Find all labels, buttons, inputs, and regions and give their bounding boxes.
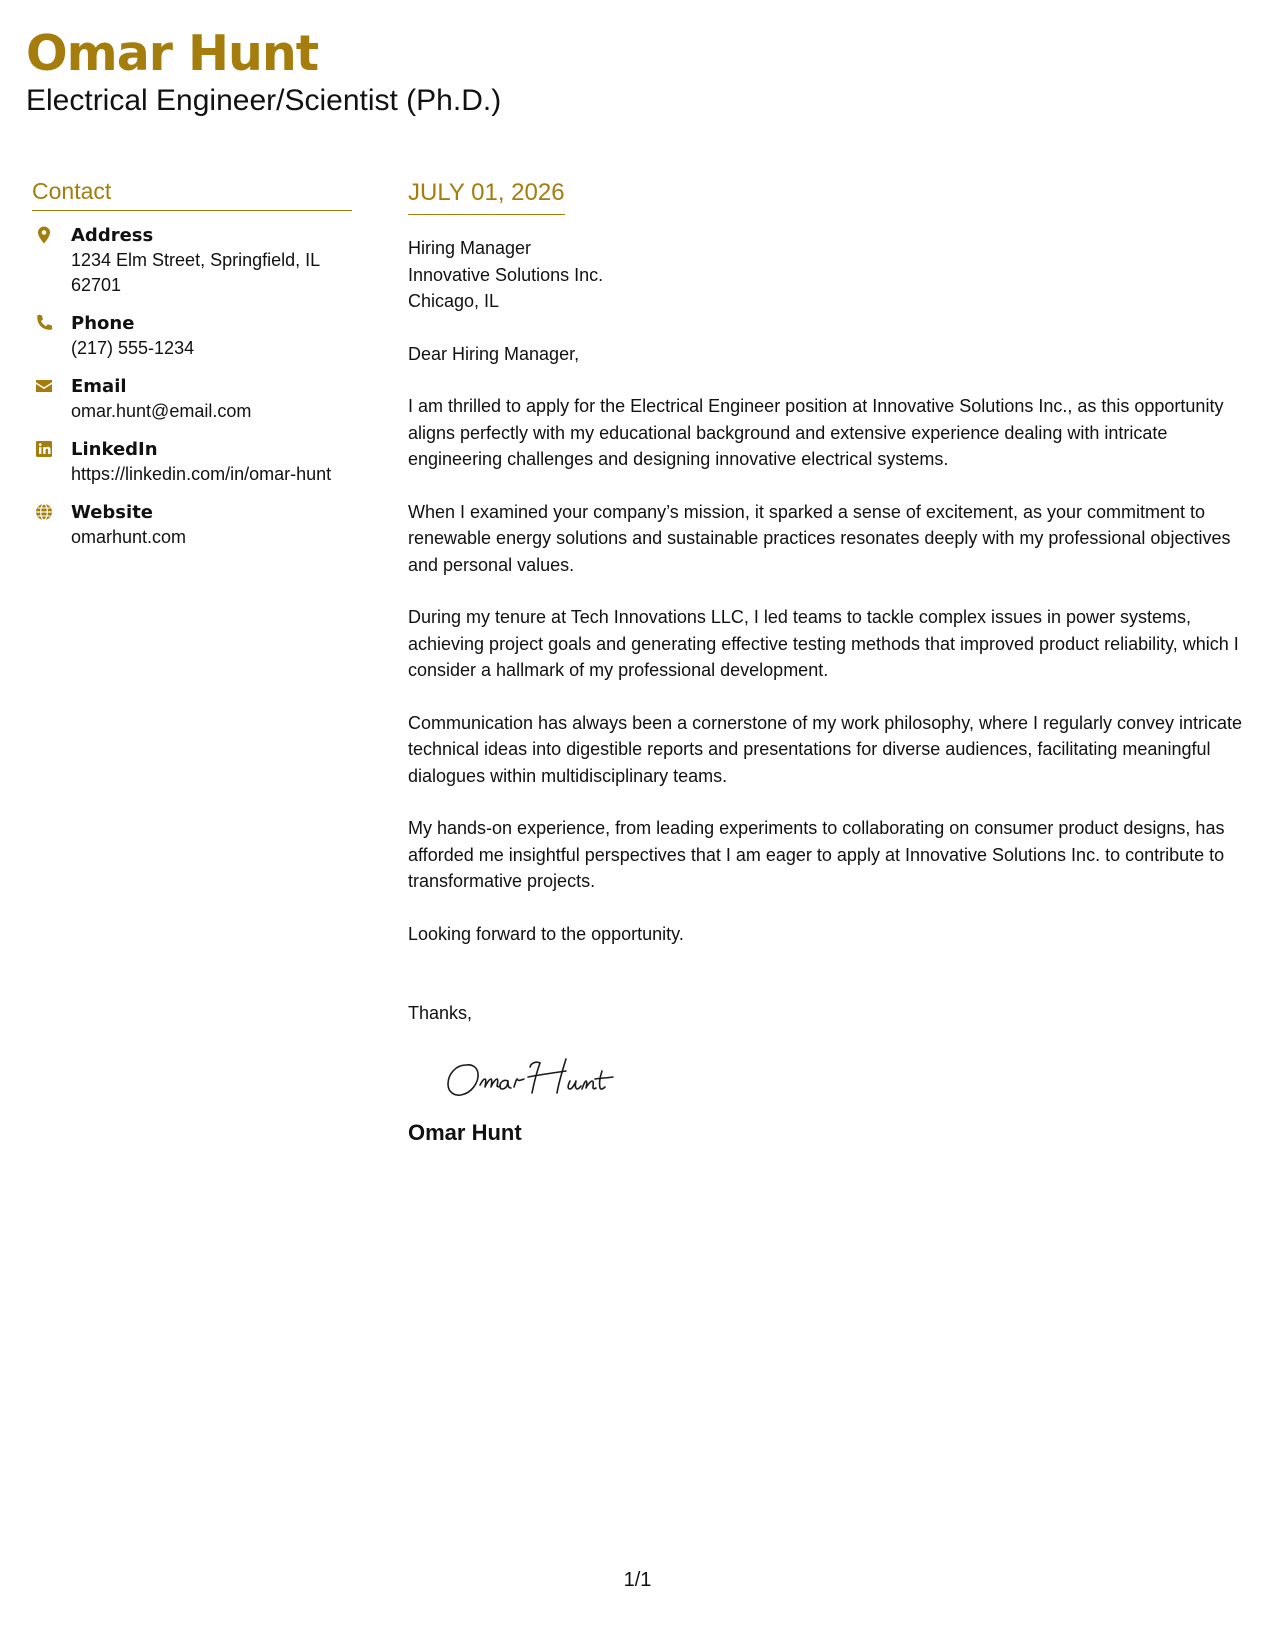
phone-value: (217) 555-1234 <box>71 338 195 358</box>
contact-label: Address <box>71 225 154 246</box>
contact-item-email <box>32 374 352 424</box>
address-value: 1234 Elm Street, Springfield, IL 62701 <box>71 250 320 295</box>
signoff: Thanks, <box>408 1003 473 1023</box>
linkedin-icon <box>34 439 54 459</box>
envelope-icon <box>34 376 54 396</box>
contact-heading: Contact <box>32 176 352 211</box>
recipient-line: Chicago, IL <box>408 291 500 311</box>
contact-item-website <box>32 500 352 550</box>
contact-item-address <box>32 223 352 298</box>
letter-body <box>408 178 1248 1147</box>
recipient-line: Innovative Solutions Inc. <box>408 264 604 285</box>
email-value[interactable]: omar.hunt@email.com <box>71 401 252 421</box>
contact-label: Email <box>71 376 127 397</box>
recipient-block <box>408 235 1248 315</box>
letter-paragraph: I am thrilled to apply for the Electrical Engineer position at Innovative Solutions Inc., as this opportunity aligns perfectly with my educational background and extensive experience dealing with intricate engineering challenges and designing innovative electrical systems. <box>408 396 1224 469</box>
recipient-line: Hiring Manager <box>408 238 532 258</box>
contact-label: LinkedIn <box>71 439 158 460</box>
linkedin-value[interactable]: https://linkedin.com/in/omar-hunt <box>71 464 332 484</box>
contact-label: Phone <box>71 313 135 334</box>
closing-line: Looking forward to the opportunity. <box>408 923 684 944</box>
website-value[interactable]: omarhunt.com <box>71 527 187 547</box>
salutation: Dear Hiring Manager, <box>408 343 580 364</box>
contact-section <box>32 176 352 563</box>
handwritten-signature <box>442 1049 642 1105</box>
contact-item-linkedin <box>32 437 352 487</box>
letter-paragraph: Communication has always been a cornerstone of my work philosophy, where I regularly convey intricate technical ideas into digestible reports and presentations for diverse audiences, facilitating meaningful dialogues within multidisciplinary teams. <box>408 712 1243 786</box>
globe-icon <box>34 502 54 522</box>
letter-date: JULY 01, 2026 <box>408 178 565 215</box>
phone-icon <box>34 313 54 333</box>
page-number: 1/1 <box>623 1569 652 1591</box>
applicant-title: Electrical Engineer/Scientist (Ph.D.) <box>26 84 502 117</box>
letter-paragraph: When I examined your company’s mission, it sparked a sense of excitement, as your commitment to renewable energy solutions and sustainable practices resonates deeply with my professional objectives and personal values. <box>408 501 1231 575</box>
contact-label: Website <box>71 502 154 523</box>
contact-list <box>32 223 352 550</box>
letter-paragraph: During my tenure at Tech Innovations LLC, I led teams to tackle complex issues in power systems, achieving project goals and generating effective testing methods that improved product reliability, which I consider a hallmark of my professional development. <box>408 607 1239 680</box>
letter-paragraph: My hands-on experience, from leading experiments to collaborating on consumer product designs, has afforded me insightful perspectives that I am eager to apply at Innovative Solutions Inc. to contribute to transformative projects. <box>408 818 1225 891</box>
contact-item-phone <box>32 311 352 361</box>
signer-name: Omar Hunt <box>408 1119 522 1145</box>
applicant-name: Omar Hunt <box>26 25 319 82</box>
map-pin-icon <box>34 225 54 245</box>
